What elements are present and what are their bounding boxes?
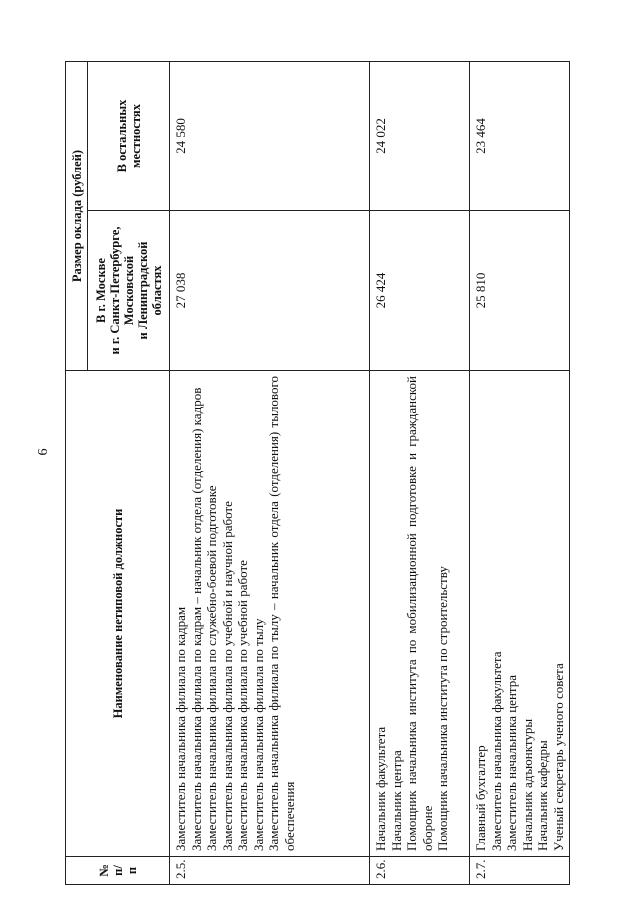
position-item: Помощник начальника института по мобилизационной подготовке и гражданской обороне bbox=[404, 376, 435, 851]
position-item: Начальник факультета bbox=[373, 726, 388, 851]
table-row bbox=[170, 62, 370, 885]
header-other: В остальных местностях bbox=[88, 62, 170, 211]
table-row bbox=[470, 62, 570, 885]
document-sheet bbox=[65, 62, 566, 885]
salary-other: 23 464 bbox=[470, 62, 570, 211]
position-list bbox=[170, 371, 370, 857]
page-number: 6 bbox=[36, 448, 51, 456]
position-item: Заместитель начальника филиала по служебно-боевой подготовке bbox=[204, 485, 219, 851]
salary-table bbox=[65, 61, 570, 885]
header-position: Наименование нетиповой должности bbox=[66, 371, 170, 857]
row-number: 2.5. bbox=[170, 857, 370, 885]
position-list bbox=[370, 371, 470, 857]
position-item: Начальник центра bbox=[388, 750, 404, 851]
row-number: 2.7. bbox=[470, 857, 570, 885]
position-item: Начальник кафедры bbox=[535, 740, 550, 851]
position-item: Заместитель начальника филиала по тылу – начальник отдела (отделения) тылового обеспечения bbox=[266, 376, 297, 851]
position-item: Заместитель начальника филиала по учебной работе bbox=[235, 560, 250, 851]
table-row bbox=[370, 62, 470, 885]
position-item: Заместитель начальника факультета bbox=[488, 651, 504, 851]
position-item: Помощник начальника института по строительству bbox=[435, 566, 450, 851]
position-item: Заместитель начальника филиала по тылу bbox=[250, 618, 266, 851]
salary-other: 24 580 bbox=[170, 62, 370, 211]
salary-moscow: 27 038 bbox=[170, 211, 370, 371]
position-item: Заместитель начальника филиала по кадрам bbox=[173, 606, 188, 851]
position-item: Заместитель начальника центра bbox=[504, 674, 519, 851]
rotated-table-container bbox=[65, 62, 566, 885]
position-item: Заместитель начальника филиала по учебной и научной работе bbox=[219, 501, 235, 851]
salary-moscow: 25 810 bbox=[470, 211, 570, 371]
header-moscow: В г. Москве и г. Санкт-Петербурге, Московской и Ленинградской областях bbox=[88, 211, 170, 371]
position-item: Ученый секретарь ученого совета bbox=[550, 663, 566, 851]
row-number: 2.6. bbox=[370, 857, 470, 885]
salary-other: 24 022 bbox=[370, 62, 470, 211]
position-item: Главный бухгалтер bbox=[473, 745, 488, 851]
header-salary-group: Размер оклада (рублей) bbox=[66, 62, 88, 371]
header-number: № п/п bbox=[66, 857, 170, 885]
position-list bbox=[470, 371, 570, 857]
salary-moscow: 26 424 bbox=[370, 211, 470, 371]
position-item: Начальник адъюнктуры bbox=[519, 718, 535, 851]
header-row-1 bbox=[66, 62, 88, 885]
position-item: Заместитель начальника филиала по кадрам – начальник отдела (отделения) кадров bbox=[188, 387, 204, 851]
